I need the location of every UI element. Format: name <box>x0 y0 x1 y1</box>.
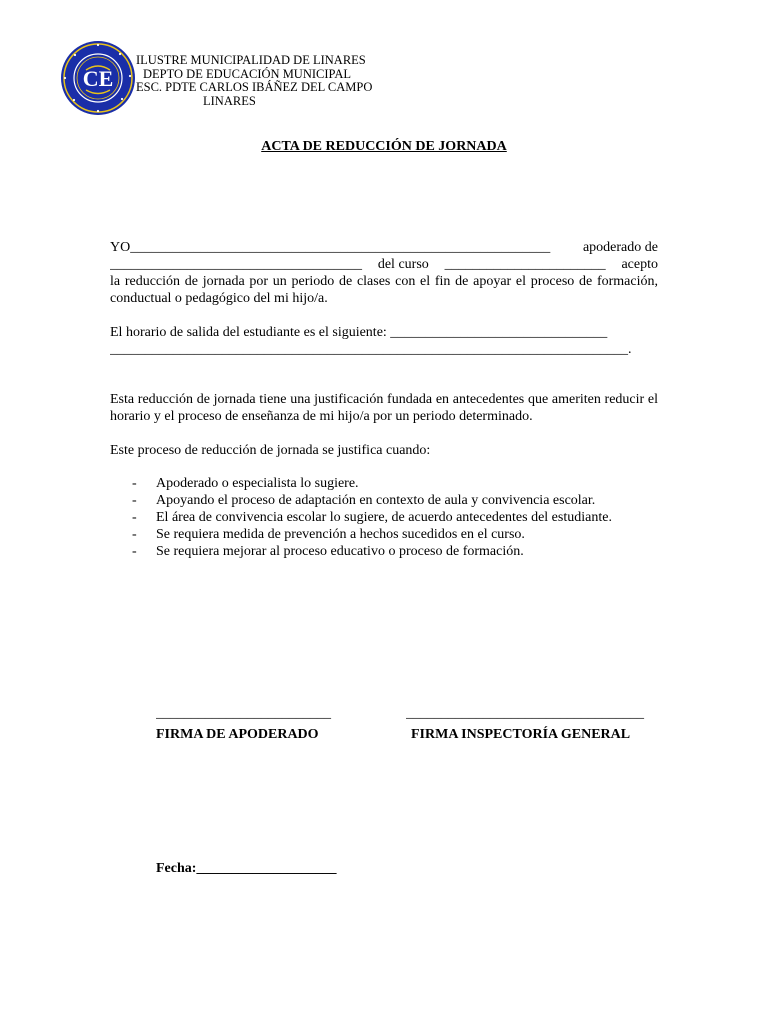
criteria-list <box>110 475 658 560</box>
document-title: ACTA DE REDUCCIÓN DE JORNADA <box>261 139 507 154</box>
apoderado-label: apoderado de <box>582 240 658 255</box>
fecha-blank: ____________________ <box>196 861 337 876</box>
header-school: ESC. PDTE CARLOS IBÁÑEZ DEL CAMPO <box>136 80 373 94</box>
curso-label: del curso <box>377 257 429 272</box>
student-blank: ____________________________________ <box>110 257 362 272</box>
header-department: DEPTO DE EDUCACIÓN MUNICIPAL <box>143 67 351 81</box>
yo-label: YO____________________________________________________________ <box>110 240 551 255</box>
horario-blank-line: __________________________________________________________________________. <box>110 342 632 357</box>
curso-blank: _______________________ <box>444 257 606 272</box>
horario-line: El horario de salida del estudiante es el siguiente: _______________________________ <box>110 325 608 340</box>
paragraph-reduction-text: la reducción de jornada por un periodo de clases con el fin de apoyar el proceso de formación, conductual o pedagógico del mi hijo/a. <box>110 274 658 306</box>
paragraph-apoderado <box>110 239 658 307</box>
signature-label-apoderado: FIRMA DE APODERADO <box>156 727 319 742</box>
acepto-label: acepto <box>621 257 658 272</box>
list-item: - Se requiera medida de prevención a hechos sucedidos en el curso. <box>132 527 525 542</box>
header-municipality: ILUSTRE MUNICIPALIDAD DE LINARES <box>136 53 366 67</box>
signature-line-apoderado: _________________________ <box>156 706 331 721</box>
apoderado-line <box>110 239 658 256</box>
paragraph-horario <box>110 324 658 358</box>
svg-text:CE: CE <box>82 66 114 91</box>
signature-label-inspectoria: FIRMA INSPECTORÍA GENERAL <box>411 727 631 742</box>
list-item: - Apoyando el proceso de adaptación en contexto de aula y convivencia escolar. <box>132 493 596 508</box>
fecha-field <box>156 861 336 877</box>
list-item: - El área de convivencia escolar lo sugiere, de acuerdo antecedentes del estudiante. <box>132 510 612 525</box>
signature-line-inspectoria: __________________________________ <box>406 706 644 721</box>
list-item: - Apoderado o especialista lo sugiere. <box>132 476 359 491</box>
school-seal-logo <box>60 40 136 116</box>
list-item: - Se requiera mejorar al proceso educativo o proceso de formación. <box>132 544 524 559</box>
paragraph-criteria-intro: Este proceso de reducción de jornada se justifica cuando: <box>110 443 431 458</box>
fecha-label: Fecha: <box>156 861 197 876</box>
paragraph-justificacion: Esta reducción de jornada tiene una justificación fundada en antecedentes que ameriten reducir el horario y el proceso de enseñanza de mi hijo/a por un periodo determinado. <box>110 392 658 424</box>
header-city: LINARES <box>203 94 256 108</box>
name-blank: ____________________________________________________________ <box>130 240 551 255</box>
curso-line <box>110 256 658 273</box>
